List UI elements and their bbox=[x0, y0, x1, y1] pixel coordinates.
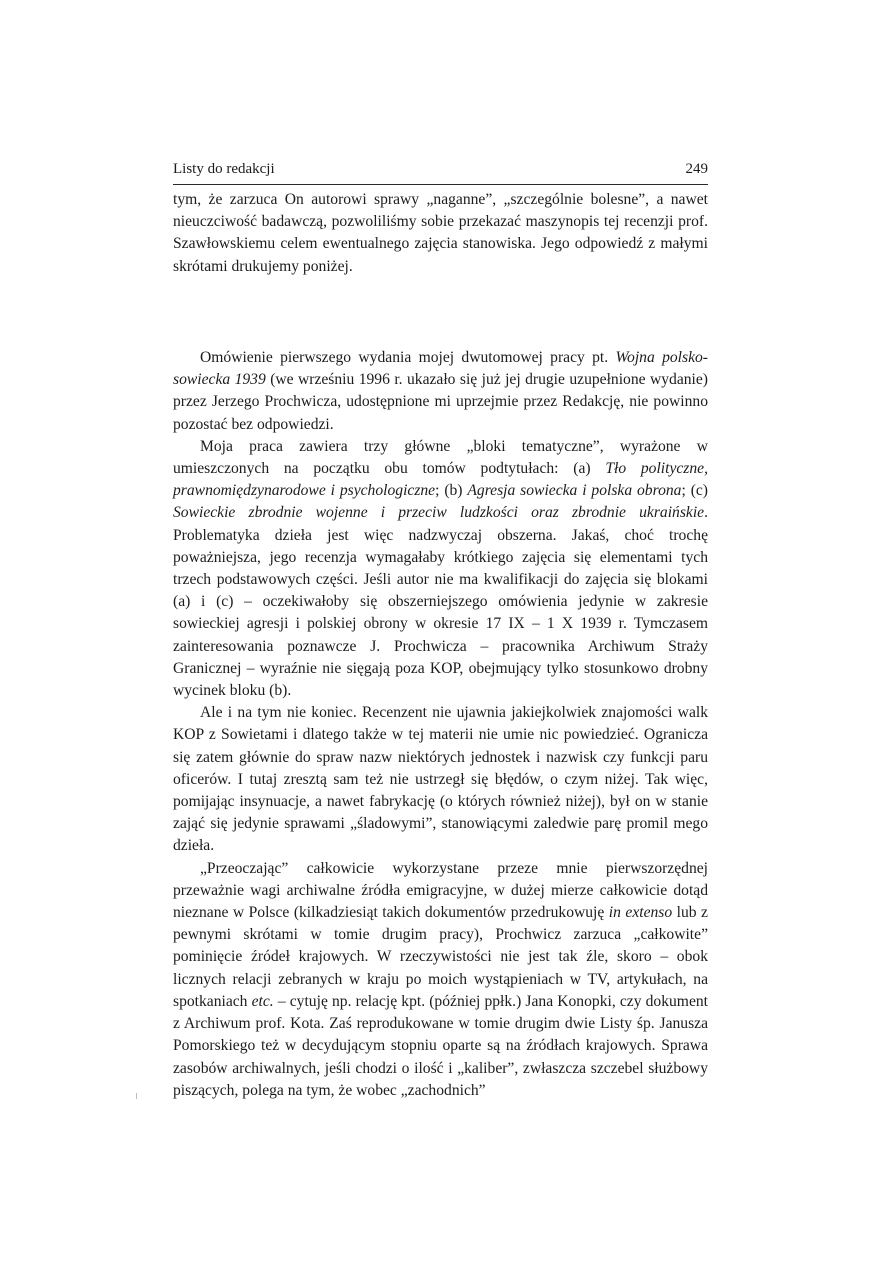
running-header bbox=[173, 160, 708, 185]
paragraph-4: „Przeoczając” całkowicie wykorzystane przeze mnie pierwszorzędnej przeważnie wagi archiwalne źródła emigracyjne, w dużej mierze całkowicie dotąd nieznane w Polsce (kilkadziesiąt takich dokumentów przedrukowuję in extenso lub z pewnymi skrótami w tomie drugim pracy), Prochwicz zarzuca „całkowite” pominięcie źródeł krajowych. W rzeczywistości nie jest tak źle, skoro – obok licznych relacji zebranych w kraju po moich wystąpieniach w TV, artykułach, na spotkaniach etc. – cytuję np. relację kpt. (później ppłk.) Jana Konopki, czy dokument z Archiwum prof. Kota. Zaś reprodukowane w tomie drugim dwie Listy śp. Janusza Pomorskiego też w decydującym stopniu oparte są na źródłach krajowych. Sprawa zasobów archiwalnych, jeśli chodzi o ilość i „kaliber”, zwłaszcza szczebel służbowy piszących, polega na tym, że wobec „zachodnich” bbox=[173, 859, 708, 1099]
block-c-title: Sowieckie zbrodnie wojenne i przeciw ludzkości oraz zbrodnie ukraińskie bbox=[173, 504, 705, 522]
intro-paragraph: tym, że zarzuca On autorowi sprawy „naganne”, „szczególnie bolesne”, a nawet nieuczciwość badawczą, pozwoliliśmy sobie przekazać maszynopis tej recenzji prof. Szawłowskiemu celem ewentualnego zajęcia stanowiska. Jego odpowiedź z małymi skrótami drukujemy poniżej. bbox=[173, 191, 708, 275]
editorial-note bbox=[173, 189, 708, 278]
running-title: Listy do redakcji bbox=[173, 161, 275, 177]
block-b-title: Agresja sowiecka i polska obrona bbox=[467, 482, 682, 500]
in-extenso: in extenso bbox=[608, 904, 673, 922]
scan-speck bbox=[136, 1093, 137, 1099]
paragraph-2: Moja praca zawiera trzy główne „bloki tematyczne”, wyrażone w umieszczonych na początku obu tomów podtytułach: (a) Tło polityczne, prawnomiędzynarodowe i psychologiczne; (b) Agresja sowiecka i polska obrona; (c) Sowieckie zbrodnie wojenne i przeciw ludzkości oraz zbrodnie ukraińskie. Problematyka dzieła jest więc nadzwyczaj obszerna. Jakaś, choć trochę poważniejsza, jego recenzja wymagałaby krótkiego zajęcia się elementami tych trzech podstawowych części. Jeśli autor nie ma kwalifikacji do zajęcia się blokami (a) i (c) – oczekiwałoby się obszerniejszego omówienia jedynie w zakresie sowieckiej agresji i polskiej obrony w okresie 17 IX – 1 X 1939 r. Tymczasem zainteresowania poznawcze J. Prochwicza – pracownika Archiwum Straży Granicznej – wyraźnie nie sięgają poza KOP, obejmujący tylko stosunkowo drobny wycinek bloku (b). bbox=[173, 437, 708, 700]
page-number: 249 bbox=[685, 161, 708, 177]
book-title: Wojna polsko-sowiecka 1939 bbox=[173, 349, 708, 389]
paragraph-3: Ale i na tym nie koniec. Recenzent nie ujawnia jakiejkolwiek znajomości walk KOP z Sowietami i dlatego także w tej materii nie umie nic powiedzieć. Ogranicza się zatem głównie do spraw nazw niektórych jednostek i nazwisk czy funkcji paru oficerów. I tutaj zresztą sam też nie ustrzegł się błędów, o czym niżej. Tak więc, pomijając insynuacje, a nawet fabrykację (o których również niżej), był on w stanie zająć się jedynie sprawami „śladowymi”, stanowiącymi zaledwie parę promil mego dzieła. bbox=[173, 704, 708, 855]
paragraph-1: Omówienie pierwszego wydania mojej dwutomowej pracy pt. Wojna polsko-sowiecka 1939 (we wrześniu 1996 r. ukazało się już jej drugie uzupełnione wydanie) przez Jerzego Prochwicza, udostępnione mi uprzejmie przez Redakcję, nie powinno pozostać bez odpowiedzi. bbox=[173, 349, 709, 433]
etc-abbrev: etc. bbox=[251, 992, 274, 1010]
block-a-title: Tło polityczne, prawnomiędzynarodowe i psychologiczne bbox=[173, 460, 708, 500]
review-reply bbox=[173, 347, 708, 1102]
